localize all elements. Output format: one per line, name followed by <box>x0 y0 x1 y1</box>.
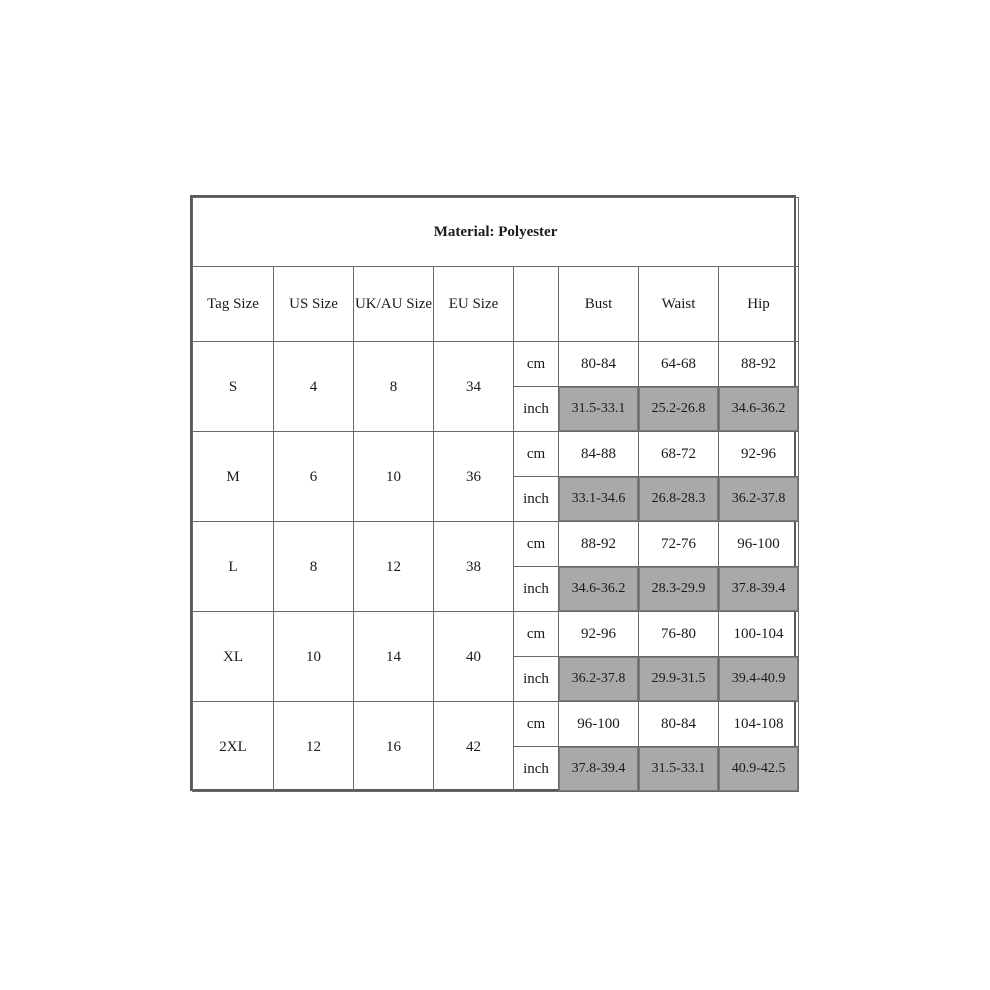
header-eu-size: EU Size <box>434 267 514 342</box>
size-row-cm <box>193 612 799 657</box>
unit-inch-cell: inch <box>514 747 559 792</box>
bust-cm-cell: 88-92 <box>559 522 639 567</box>
waist-cm-cell: 76-80 <box>639 612 719 657</box>
header-row <box>193 267 799 342</box>
header-bust: Bust <box>559 267 639 342</box>
waist-inch-value: 28.3-29.9 <box>639 567 718 611</box>
bust-cm-cell: 80-84 <box>559 342 639 387</box>
unit-cm-cell: cm <box>514 702 559 747</box>
waist-inch-value: 31.5-33.1 <box>639 747 718 791</box>
us-size-cell: 10 <box>274 612 354 702</box>
tag-size-cell: M <box>193 432 274 522</box>
hip-cm-cell: 96-100 <box>719 522 799 567</box>
size-row-cm <box>193 522 799 567</box>
bust-inch-cell <box>559 387 639 432</box>
bust-inch-value: 33.1-34.6 <box>559 477 638 521</box>
header-tag-size: Tag Size <box>193 267 274 342</box>
tag-size-cell: L <box>193 522 274 612</box>
hip-inch-cell <box>719 387 799 432</box>
waist-inch-value: 29.9-31.5 <box>639 657 718 701</box>
eu-size-cell: 34 <box>434 342 514 432</box>
waist-inch-cell <box>639 747 719 792</box>
uk-au-size-cell: 12 <box>354 522 434 612</box>
waist-cm-cell: 64-68 <box>639 342 719 387</box>
bust-inch-value: 31.5-33.1 <box>559 387 638 431</box>
tag-size-cell: 2XL <box>193 702 274 792</box>
size-row-cm <box>193 342 799 387</box>
hip-inch-cell <box>719 657 799 702</box>
hip-cm-cell: 100-104 <box>719 612 799 657</box>
unit-inch-cell: inch <box>514 567 559 612</box>
uk-au-size-cell: 14 <box>354 612 434 702</box>
eu-size-cell: 36 <box>434 432 514 522</box>
bust-cm-cell: 96-100 <box>559 702 639 747</box>
unit-cm-cell: cm <box>514 342 559 387</box>
header-uk-au-size: UK/AU Size <box>354 267 434 342</box>
unit-inch-cell: inch <box>514 657 559 702</box>
hip-cm-cell: 92-96 <box>719 432 799 477</box>
tag-size-cell: XL <box>193 612 274 702</box>
size-row-cm <box>193 432 799 477</box>
uk-au-size-cell: 8 <box>354 342 434 432</box>
bust-inch-cell <box>559 657 639 702</box>
uk-au-size-cell: 10 <box>354 432 434 522</box>
bust-inch-cell <box>559 567 639 612</box>
eu-size-cell: 38 <box>434 522 514 612</box>
bust-inch-cell <box>559 747 639 792</box>
material-title: Material: Polyester <box>193 198 799 267</box>
waist-cm-cell: 80-84 <box>639 702 719 747</box>
tag-size-cell: S <box>193 342 274 432</box>
waist-cm-cell: 68-72 <box>639 432 719 477</box>
hip-inch-cell <box>719 567 799 612</box>
uk-au-size-cell: 16 <box>354 702 434 792</box>
hip-cm-cell: 104-108 <box>719 702 799 747</box>
hip-inch-value: 39.4-40.9 <box>719 657 798 701</box>
us-size-cell: 4 <box>274 342 354 432</box>
unit-inch-cell: inch <box>514 477 559 522</box>
size-chart <box>190 195 796 791</box>
waist-inch-cell <box>639 657 719 702</box>
us-size-cell: 8 <box>274 522 354 612</box>
size-row-cm <box>193 702 799 747</box>
hip-inch-value: 40.9-42.5 <box>719 747 798 791</box>
us-size-cell: 6 <box>274 432 354 522</box>
size-table <box>192 197 799 792</box>
hip-cm-cell: 88-92 <box>719 342 799 387</box>
hip-inch-value: 37.8-39.4 <box>719 567 798 611</box>
waist-inch-value: 25.2-26.8 <box>639 387 718 431</box>
bust-cm-cell: 84-88 <box>559 432 639 477</box>
header-waist: Waist <box>639 267 719 342</box>
header-us-size: US Size <box>274 267 354 342</box>
hip-inch-cell <box>719 747 799 792</box>
waist-inch-value: 26.8-28.3 <box>639 477 718 521</box>
us-size-cell: 12 <box>274 702 354 792</box>
bust-inch-value: 37.8-39.4 <box>559 747 638 791</box>
waist-inch-cell <box>639 477 719 522</box>
waist-inch-cell <box>639 567 719 612</box>
eu-size-cell: 40 <box>434 612 514 702</box>
header-unit <box>514 267 559 342</box>
unit-cm-cell: cm <box>514 522 559 567</box>
header-hip: Hip <box>719 267 799 342</box>
unit-inch-cell: inch <box>514 387 559 432</box>
unit-cm-cell: cm <box>514 432 559 477</box>
waist-cm-cell: 72-76 <box>639 522 719 567</box>
bust-inch-cell <box>559 477 639 522</box>
hip-inch-value: 36.2-37.8 <box>719 477 798 521</box>
hip-inch-cell <box>719 477 799 522</box>
unit-cm-cell: cm <box>514 612 559 657</box>
eu-size-cell: 42 <box>434 702 514 792</box>
bust-cm-cell: 92-96 <box>559 612 639 657</box>
waist-inch-cell <box>639 387 719 432</box>
bust-inch-value: 36.2-37.8 <box>559 657 638 701</box>
hip-inch-value: 34.6-36.2 <box>719 387 798 431</box>
bust-inch-value: 34.6-36.2 <box>559 567 638 611</box>
